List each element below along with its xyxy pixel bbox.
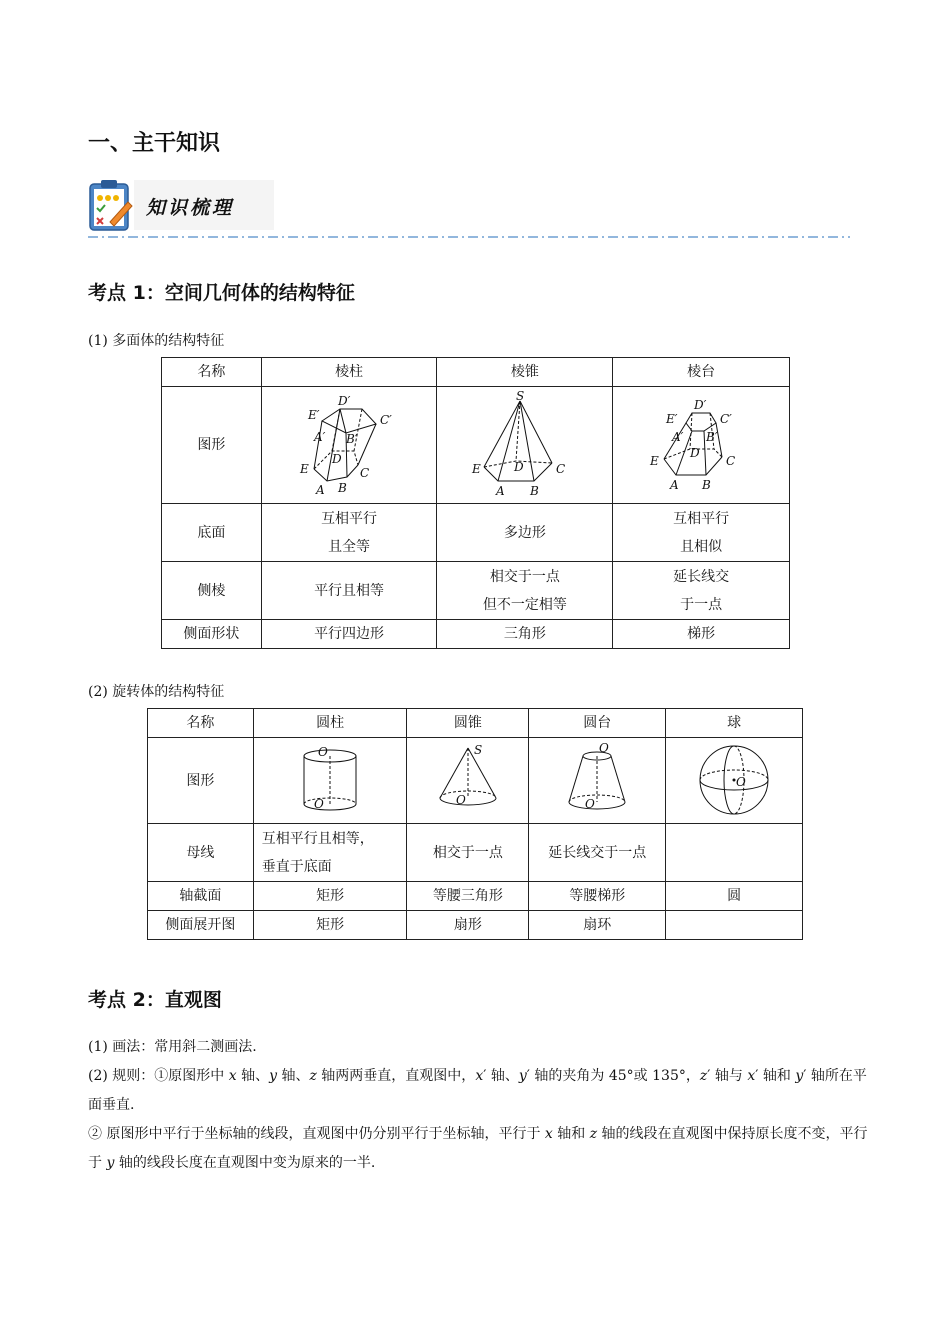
table-row <box>148 911 803 940</box>
poly-caption: (1) 多面体的结构特征 <box>88 333 225 349</box>
row-label-base: 底面 <box>162 504 262 562</box>
frustum-round-figure-cell <box>529 738 666 824</box>
text-run: 轴、 <box>277 1068 310 1084</box>
cell: 矩形 <box>253 882 407 911</box>
prism-figure-cell <box>261 387 437 504</box>
cylinder-figure <box>290 742 370 820</box>
text-run: ′ 轴、 <box>483 1068 519 1084</box>
main-heading: 一、主干知识 <box>88 131 221 156</box>
svg-text:E′: E′ <box>308 408 320 422</box>
svg-text:D: D <box>332 452 342 466</box>
svg-text:O: O <box>314 796 324 811</box>
text-run: 轴的线段在直观图中保持原长度不变，平行于 <box>88 1126 868 1171</box>
header-frustum: 圆台 <box>529 709 666 738</box>
text-run: 轴两两垂直，直观图中， <box>316 1068 476 1084</box>
row-label-figure: 图形 <box>162 387 262 504</box>
sphere-figure-cell <box>666 738 803 824</box>
row-label-face: 侧面形状 <box>162 620 262 649</box>
text-run: ′ 轴的夹角为 45°或 135°， <box>526 1068 700 1084</box>
text-run: 轴的线段长度在直观图中变为原来的一半. <box>114 1155 376 1171</box>
math-variable: z <box>589 1126 598 1142</box>
math-variable: y <box>518 1068 527 1084</box>
table-row <box>162 387 790 504</box>
svg-text:E′: E′ <box>666 412 678 426</box>
svg-text:O: O <box>455 792 466 807</box>
cell: 延长线交 于一点 <box>613 562 790 620</box>
cell: 互相平行 且全等 <box>261 504 437 562</box>
svg-text:O: O <box>318 744 328 759</box>
table-row <box>162 562 790 620</box>
cell: 扇形 <box>407 911 529 940</box>
svg-text:C′: C′ <box>720 412 733 426</box>
header-prism: 棱柱 <box>261 358 437 387</box>
cell: 互相平行且相等， 垂直于底面 <box>253 824 407 882</box>
math-variable: x <box>747 1068 756 1084</box>
svg-text:D: D <box>690 446 700 460</box>
header-sphere: 球 <box>666 709 803 738</box>
svg-text:S: S <box>473 742 483 757</box>
section2-body <box>88 1033 868 1178</box>
svg-text:C′: C′ <box>380 413 392 427</box>
svg-text:E: E <box>471 462 481 476</box>
svg-text:O: O <box>736 774 746 789</box>
svg-text:B′: B′ <box>346 432 358 446</box>
table-row <box>162 504 790 562</box>
text-run: ′ 轴所在平面垂直. <box>88 1068 867 1113</box>
math-variable: y <box>269 1068 278 1084</box>
svg-text:E: E <box>300 462 309 476</box>
table-row <box>162 620 790 649</box>
frustum-round-figure <box>557 742 637 820</box>
cell <box>666 911 803 940</box>
rule-paragraph-2: (2) 规则：①原图形中 x 轴、y 轴、z 轴两两垂直，直观图中，x′ 轴、y′ 轴的夹角为 45°或 135°，z′ 轴与 x′ 轴和 y′ 轴所在平面垂直. <box>88 1068 867 1113</box>
svg-text:A′: A′ <box>672 430 684 444</box>
table-row <box>148 709 803 738</box>
cell: 等腰三角形 <box>407 882 529 911</box>
header-name: 名称 <box>162 358 262 387</box>
svg-text:C: C <box>726 454 736 468</box>
header-cylinder: 圆柱 <box>253 709 407 738</box>
svg-text:C: C <box>360 466 370 480</box>
banner-title: 知识梳理 <box>146 197 235 219</box>
text-run: ′ 轴和 <box>755 1068 796 1084</box>
row-label-edge: 侧棱 <box>162 562 262 620</box>
cone-figure <box>428 742 508 820</box>
sphere-figure <box>694 742 774 820</box>
svg-text:E: E <box>650 454 659 468</box>
svg-text:A′: A′ <box>314 430 326 444</box>
pyramid-figure-cell <box>437 387 613 504</box>
section2-title: 考点 2：直观图 <box>88 989 222 1011</box>
section1-title: 考点 1：空间几何体的结构特征 <box>88 282 355 304</box>
cell: 延长线交于一点 <box>529 824 666 882</box>
svg-text:O: O <box>599 741 610 755</box>
cell <box>666 824 803 882</box>
table-row <box>148 882 803 911</box>
svg-text:B: B <box>702 478 711 492</box>
cell: 平行且相等 <box>261 562 437 620</box>
table-row <box>162 358 790 387</box>
cell: 相交于一点 但不一定相等 <box>437 562 613 620</box>
math-variable: x <box>228 1068 237 1084</box>
svg-text:C: C <box>555 462 566 476</box>
math-variable: z <box>309 1068 317 1084</box>
prism-figure <box>294 391 404 499</box>
svg-text:B: B <box>338 481 347 495</box>
cell: 矩形 <box>253 911 407 940</box>
cell: 梯形 <box>613 620 790 649</box>
svg-text:A: A <box>316 483 325 497</box>
cell: 扇环 <box>529 911 666 940</box>
cell: 三角形 <box>437 620 613 649</box>
header-cone: 圆锥 <box>407 709 529 738</box>
rot-caption: (2) 旋转体的结构特征 <box>88 684 225 700</box>
text-run: ①原图形中 <box>154 1068 229 1084</box>
cell: 相交于一点 <box>407 824 529 882</box>
table-row <box>148 738 803 824</box>
math-variable: z <box>699 1068 708 1084</box>
rotation-table <box>147 708 803 940</box>
svg-text:S: S <box>515 391 525 403</box>
clipboard-icon <box>90 180 132 230</box>
table-row <box>148 824 803 882</box>
cell: 平行四边形 <box>261 620 437 649</box>
row-label-unfold: 侧面展开图 <box>148 911 254 940</box>
frustum-figure-cell <box>613 387 790 504</box>
text-run: 轴和 <box>552 1126 590 1142</box>
svg-text:A: A <box>670 478 679 492</box>
frustum-figure <box>646 391 756 499</box>
row-label-generatrix: 母线 <box>148 824 254 882</box>
cell: 圆 <box>666 882 803 911</box>
math-variable: x <box>475 1068 484 1084</box>
text-run: ′ 轴与 <box>707 1068 748 1084</box>
math-variable: y <box>795 1068 804 1084</box>
cell: 多边形 <box>437 504 613 562</box>
svg-text:B′: B′ <box>706 430 718 444</box>
text-run: ② 原图形中平行于坐标轴的线段，直观图中仍分别平行于坐标轴，平行于 <box>88 1126 545 1142</box>
text-run: 轴、 <box>236 1068 270 1084</box>
header-frustum: 棱台 <box>613 358 790 387</box>
cone-figure-cell <box>407 738 529 824</box>
svg-text:A: A <box>495 484 505 498</box>
svg-text:D′: D′ <box>338 394 351 408</box>
row-label-axial: 轴截面 <box>148 882 254 911</box>
rule-paragraph-3 <box>88 1120 868 1178</box>
math-variable: y <box>106 1155 115 1171</box>
math-variable: x <box>544 1126 553 1142</box>
pyramid-figure <box>470 391 580 499</box>
cell: 互相平行 且相似 <box>613 504 790 562</box>
cell: 等腰梯形 <box>529 882 666 911</box>
svg-text:O: O <box>585 796 596 811</box>
row-label-figure: 图形 <box>148 738 254 824</box>
svg-text:D′: D′ <box>694 398 707 412</box>
polyhedra-table <box>161 357 790 649</box>
header-name: 名称 <box>148 709 254 738</box>
cylinder-figure-cell <box>253 738 407 824</box>
header-pyramid: 棱锥 <box>437 358 613 387</box>
rule-paragraph-1: (1) 画法：常用斜二测画法. <box>88 1039 257 1055</box>
svg-text:B: B <box>529 484 539 498</box>
svg-text:D: D <box>513 460 524 474</box>
